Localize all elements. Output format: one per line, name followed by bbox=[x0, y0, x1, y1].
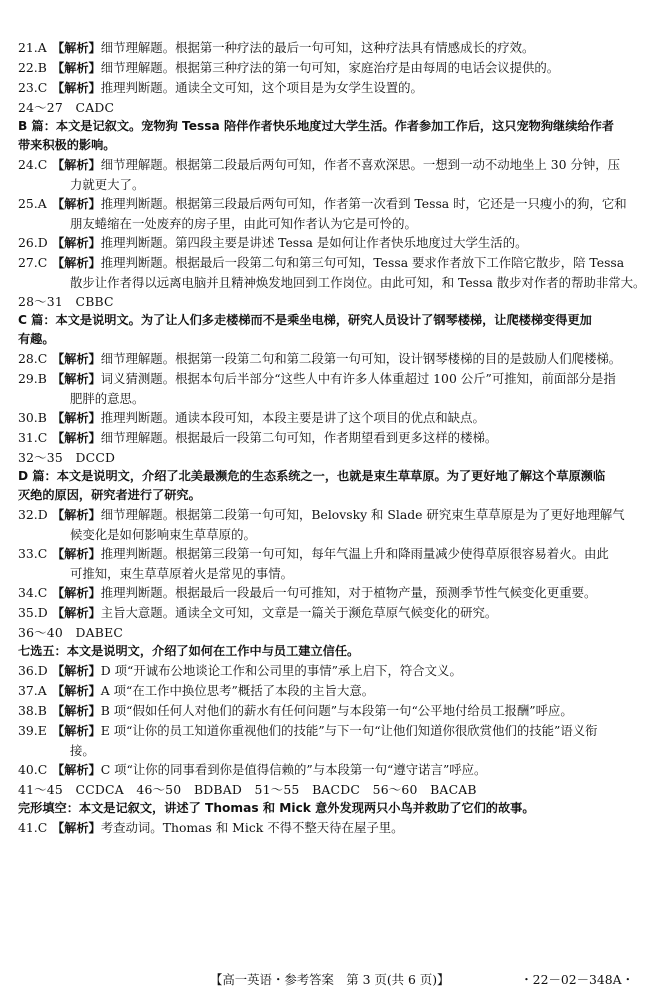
analysis-text-continued: 接。 bbox=[70, 743, 95, 758]
question-number: 27.C bbox=[18, 255, 48, 270]
analysis-text: 推理判断题。根据第三段第一句可知，每年气温上升和降雨量减少使得草原很容易着火。由此 bbox=[100, 546, 609, 561]
analysis-tag: 【解析】 bbox=[52, 197, 101, 211]
analysis-tag: 【解析】 bbox=[52, 352, 101, 366]
passage-c-intro-1: C 篇：本文是说明文。为了让人们多走楼梯而不是乘坐电梯，研究人员设计了钢琴楼梯，让爬楼梯变得更加 bbox=[18, 313, 592, 327]
analysis-text: 主旨大意题。通读全文可知，文章是一篇关于濒危草原气候变化的研究。 bbox=[100, 605, 498, 620]
analysis-text: 细节理解题。根据最后一段第二句可知，作者期望看到更多这样的楼梯。 bbox=[100, 430, 498, 445]
analysis-text: 推理判断题。根据第三段最后两句可知，作者第一次看到 Tessa 时，它还是一只瘦小的狗，它和 bbox=[100, 196, 627, 211]
analysis-text: 细节理解题。根据第三种疗法的第一句可知，家庭治疗是由每周的电话会议提供的。 bbox=[100, 60, 560, 75]
footer-page-info: 【高一英语・参考答案 第 3 页(共 6 页)】 bbox=[210, 972, 450, 987]
analysis-text: B 项“假如任何人对他们的薪水有任何问题”与本段第一句“公平地付给员工报酬”呼应。 bbox=[100, 703, 573, 718]
answer-item bbox=[18, 253, 638, 273]
answer-item bbox=[18, 701, 638, 721]
passage-b-intro-2: 带来积极的影响。 bbox=[18, 138, 116, 152]
analysis-text: 细节理解题。根据第一种疗法的最后一句可知，这种疗法具有情感成长的疗效。 bbox=[100, 40, 535, 55]
section-c-items bbox=[18, 349, 638, 448]
answer-range-24-27: 24～27 CADC bbox=[18, 100, 115, 115]
analysis-tag: 【解析】 bbox=[52, 256, 101, 270]
analysis-text-continued: 力就更大了。 bbox=[70, 177, 145, 192]
answer-item bbox=[18, 58, 638, 78]
question-number: 37.A bbox=[18, 683, 47, 698]
analysis-text-continued: 朋友蜷缩在一处废弃的房子里，由此可知作者认为它是可怜的。 bbox=[70, 216, 417, 231]
answer-item bbox=[18, 603, 638, 623]
passage-d-intro-2: 灭绝的原因，研究者进行了研究。 bbox=[18, 488, 201, 502]
answer-range-28-31: 28～31 CBBC bbox=[18, 294, 114, 309]
answer-item bbox=[18, 760, 638, 780]
page-footer bbox=[0, 970, 652, 990]
seven-choose-five-intro: 七选五：本文是说明文，介绍了如何在工作中与员工建立信任。 bbox=[18, 644, 360, 658]
question-number: 31.C bbox=[18, 430, 48, 445]
passage-d-intro-1: D 篇：本文是说明文，介绍了北美最濒危的生态系统之一，也就是束生草草原。为了更好地了解这个草原濒临 bbox=[18, 469, 606, 483]
analysis-text: 细节理解题。根据第二段第一句可知，Belovsky 和 Slade 研究束生草草原是为了更好地理解气 bbox=[100, 507, 625, 522]
analysis-tag: 【解析】 bbox=[52, 606, 101, 620]
answer-item bbox=[18, 818, 638, 838]
section-b-items bbox=[18, 155, 646, 292]
question-number: 38.B bbox=[18, 703, 47, 718]
analysis-text: 推理判断题。通读全文可知，这个项目是为女学生设置的。 bbox=[100, 80, 423, 95]
analysis-tag: 【解析】 bbox=[52, 763, 101, 777]
answer-item bbox=[18, 369, 638, 389]
analysis-text-continued: 肥胖的意思。 bbox=[70, 391, 145, 406]
answer-item bbox=[18, 155, 638, 175]
analysis-text: 推理判断题。根据最后一段第二句和第三句可知，Tessa 要求作者放下工作陪它散步，陪 Tessa bbox=[100, 255, 625, 270]
analysis-text: 词义猜测题。根据本句后半部分“这些人中有许多人体重超过 100 公斤”可推知，前面部分是指 bbox=[100, 371, 616, 386]
question-number: 40.C bbox=[18, 762, 48, 777]
answer-item bbox=[18, 349, 638, 369]
analysis-text: 推理判断题。第四段主要是讲述 Tessa 是如何让作者快乐地度过大学生活的。 bbox=[100, 235, 528, 250]
question-number: 30.B bbox=[18, 410, 47, 425]
question-number: 26.D bbox=[18, 235, 48, 250]
analysis-tag: 【解析】 bbox=[52, 411, 101, 425]
analysis-tag: 【解析】 bbox=[52, 684, 101, 698]
question-number: 41.C bbox=[18, 820, 48, 835]
analysis-text: 推理判断题。通读本段可知，本段主要是讲了这个项目的优点和缺点。 bbox=[100, 410, 485, 425]
analysis-tag: 【解析】 bbox=[52, 704, 101, 718]
analysis-text-continued: 散步让作者得以远离电脑并且精神焕发地回到工作岗位。由此可知，和 Tessa 散步对作者的帮助非常大。 bbox=[70, 275, 646, 290]
question-number: 23.C bbox=[18, 80, 48, 95]
analysis-tag: 【解析】 bbox=[52, 547, 101, 561]
question-number: 36.D bbox=[18, 663, 48, 678]
question-number: 34.C bbox=[18, 585, 48, 600]
analysis-text: 细节理解题。根据第一段第二句和第二段第一句可知，设计钢琴楼梯的目的是鼓励人们爬楼梯。 bbox=[100, 351, 622, 366]
analysis-tag: 【解析】 bbox=[52, 372, 101, 386]
analysis-tag: 【解析】 bbox=[52, 508, 101, 522]
answer-item bbox=[18, 583, 638, 603]
question-number: 28.C bbox=[18, 351, 48, 366]
section-f-items bbox=[18, 818, 638, 838]
analysis-tag: 【解析】 bbox=[52, 724, 101, 738]
question-number: 21.A bbox=[18, 40, 47, 55]
answer-item bbox=[18, 408, 638, 428]
question-number: 22.B bbox=[18, 60, 47, 75]
analysis-tag: 【解析】 bbox=[52, 586, 101, 600]
passage-b-intro-1: B 篇：本文是记叙文。宠物狗 Tessa 陪伴作者快乐地度过大学生活。作者参加工作后，这只宠物狗继续给作者 bbox=[18, 119, 614, 133]
answer-item bbox=[18, 78, 638, 98]
question-number: 33.C bbox=[18, 546, 48, 561]
analysis-tag: 【解析】 bbox=[52, 61, 101, 75]
question-number: 24.C bbox=[18, 157, 48, 172]
question-number: 35.D bbox=[18, 605, 48, 620]
answer-item bbox=[18, 505, 638, 525]
analysis-tag: 【解析】 bbox=[52, 41, 101, 55]
analysis-tag: 【解析】 bbox=[52, 821, 101, 835]
analysis-text: E 项“让你的员工知道你重视他们的技能”与下一句“让他们知道你很欣赏他们的技能”语义衔 bbox=[100, 723, 598, 738]
analysis-text-continued: 候变化是如何影响束生草草原的。 bbox=[70, 527, 256, 542]
question-number: 29.B bbox=[18, 371, 47, 386]
section-e-items bbox=[18, 661, 638, 780]
analysis-text-continued: 可推知，束生草草原着火是常见的事情。 bbox=[70, 566, 294, 581]
answer-item bbox=[18, 721, 638, 741]
analysis-text: D 项“开诚布公地谈论工作和公司里的事情”承上启下，符合文义。 bbox=[100, 663, 462, 678]
analysis-tag: 【解析】 bbox=[52, 81, 101, 95]
answer-range-36-40: 36～40 DABEC bbox=[18, 625, 124, 640]
analysis-tag: 【解析】 bbox=[52, 236, 101, 250]
question-number: 39.E bbox=[18, 723, 47, 738]
cloze-intro: 完形填空：本文是记叙文，讲述了 Thomas 和 Mick 意外发现两只小鸟并救助了它们的故事。 bbox=[18, 801, 535, 815]
answer-item bbox=[18, 681, 638, 701]
answer-item bbox=[18, 544, 638, 564]
answer-range-41-60: 41～45 CCDCA 46～50 BDBAD 51～55 BACDC 56～60 BACAB bbox=[18, 782, 477, 797]
analysis-text: 细节理解题。根据第二段最后两句可知，作者不喜欢深思。一想到一动不动地坐上 30 分钟，压 bbox=[100, 157, 621, 172]
answer-item bbox=[18, 661, 638, 681]
footer-code: ・22－02－348A・ bbox=[520, 972, 634, 987]
analysis-tag: 【解析】 bbox=[52, 431, 101, 445]
section-a-items bbox=[18, 38, 638, 98]
analysis-text: 推理判断题。根据最后一段最后一句可推知，对于植物产量，预测季节性气候变化更重要。 bbox=[100, 585, 597, 600]
analysis-tag: 【解析】 bbox=[52, 664, 101, 678]
analysis-text: 考查动词。Thomas 和 Mick 不得不整天待在屋子里。 bbox=[100, 820, 404, 835]
answer-item bbox=[18, 233, 638, 253]
question-number: 32.D bbox=[18, 507, 48, 522]
answer-item bbox=[18, 428, 638, 448]
passage-c-intro-2: 有趣。 bbox=[18, 332, 55, 346]
answer-item bbox=[18, 38, 638, 58]
analysis-text: C 项“让你的同事看到你是值得信赖的”与本段第一句“遵守诺言”呼应。 bbox=[100, 762, 487, 777]
section-d-items bbox=[18, 505, 638, 623]
analysis-text: A 项“在工作中换位思考”概括了本段的主旨大意。 bbox=[100, 683, 375, 698]
question-number: 25.A bbox=[18, 196, 47, 211]
answer-page bbox=[18, 38, 646, 838]
analysis-tag: 【解析】 bbox=[52, 158, 101, 172]
answer-range-32-35: 32～35 DCCD bbox=[18, 450, 116, 465]
answer-item bbox=[18, 194, 638, 214]
